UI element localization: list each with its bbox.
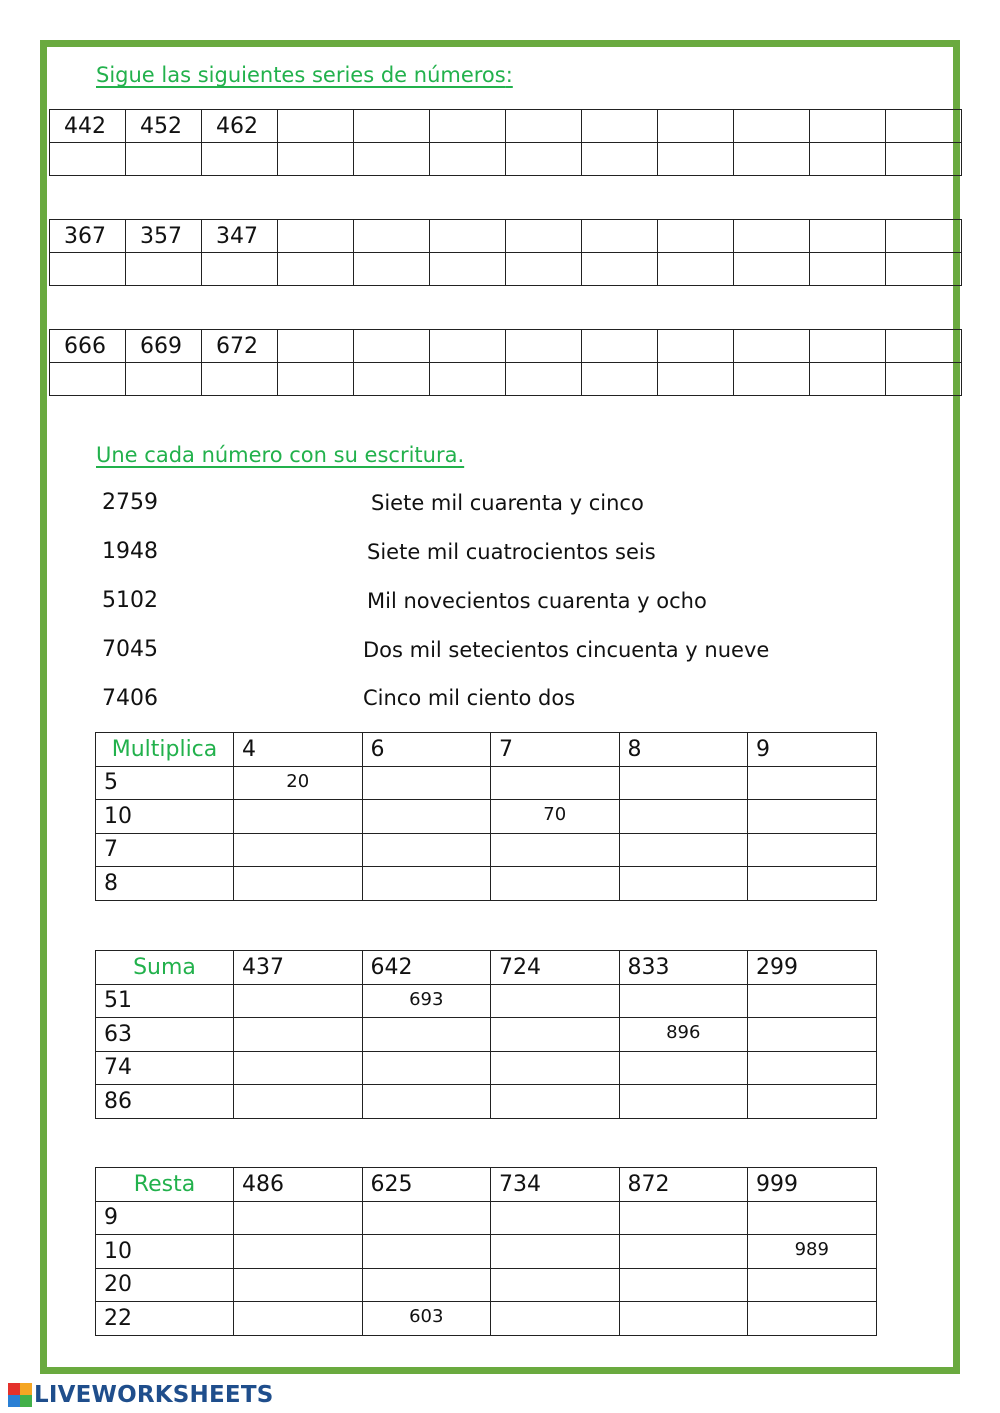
match-number[interactable]: 5102 xyxy=(102,588,158,613)
suma-label: Suma xyxy=(96,951,234,985)
answer-cell[interactable] xyxy=(491,1201,620,1235)
answer-cell[interactable] xyxy=(748,1201,877,1235)
answer-cell[interactable] xyxy=(491,1085,620,1119)
answer-cell[interactable]: 896 xyxy=(619,1018,748,1052)
match-words[interactable]: Siete mil cuatrocientos seis xyxy=(367,540,656,564)
answer-cell[interactable] xyxy=(491,867,620,901)
answer-cell[interactable] xyxy=(362,867,491,901)
row-header: 86 xyxy=(96,1085,234,1119)
answer-cell[interactable] xyxy=(619,1085,748,1119)
series-blank[interactable] xyxy=(582,220,658,253)
row-header: 51 xyxy=(96,984,234,1018)
answer-cell[interactable] xyxy=(234,1268,363,1302)
series-blank[interactable] xyxy=(886,143,962,176)
match-words[interactable]: Cinco mil ciento dos xyxy=(363,686,576,710)
table-row xyxy=(96,1268,877,1302)
series-value: 669 xyxy=(126,330,202,363)
series-row xyxy=(50,110,962,143)
series-blank[interactable] xyxy=(886,110,962,143)
table-row xyxy=(96,1085,877,1119)
match-words[interactable]: Dos mil setecientos cincuenta y nueve xyxy=(363,638,770,662)
series-blank[interactable] xyxy=(658,363,734,396)
series-blank[interactable] xyxy=(734,110,810,143)
series-blank[interactable] xyxy=(886,330,962,363)
series-blank[interactable] xyxy=(430,330,506,363)
series-blank[interactable] xyxy=(658,220,734,253)
series-blank[interactable] xyxy=(430,220,506,253)
answer-cell[interactable] xyxy=(491,833,620,867)
answer-cell[interactable] xyxy=(491,1268,620,1302)
series-blank[interactable] xyxy=(734,143,810,176)
column-header: 833 xyxy=(619,951,748,985)
series-row xyxy=(50,143,962,176)
answer-cell[interactable] xyxy=(234,984,363,1018)
series-blank[interactable] xyxy=(810,330,886,363)
answer-cell[interactable]: 989 xyxy=(748,1235,877,1269)
answer-cell[interactable] xyxy=(362,1085,491,1119)
answer-cell[interactable] xyxy=(491,1302,620,1336)
series-blank[interactable] xyxy=(202,253,278,286)
logo-square-2 xyxy=(20,1383,32,1395)
table-header-row xyxy=(96,733,877,767)
table-row xyxy=(96,867,877,901)
series-blank[interactable] xyxy=(734,330,810,363)
column-header: 7 xyxy=(491,733,620,767)
logo-square-4 xyxy=(20,1395,32,1407)
match-number[interactable]: 7045 xyxy=(102,637,158,662)
series-blank[interactable] xyxy=(278,253,354,286)
suma-table xyxy=(95,950,877,1119)
series-blank[interactable] xyxy=(278,110,354,143)
row-header: 22 xyxy=(96,1302,234,1336)
answer-cell[interactable] xyxy=(619,1051,748,1085)
answer-cell[interactable] xyxy=(362,1201,491,1235)
resta-table xyxy=(95,1167,877,1336)
series-blank[interactable] xyxy=(126,143,202,176)
answer-cell[interactable] xyxy=(234,867,363,901)
series-row xyxy=(50,253,962,286)
series-blank[interactable] xyxy=(810,143,886,176)
brand-name: LIVEWORKSHEETS xyxy=(34,1382,274,1408)
match-number[interactable]: 1948 xyxy=(102,539,158,564)
series-value: 452 xyxy=(126,110,202,143)
answer-cell[interactable] xyxy=(619,1302,748,1336)
series-blank[interactable] xyxy=(658,330,734,363)
series-row xyxy=(50,363,962,396)
answer-cell[interactable] xyxy=(619,867,748,901)
column-header: 9 xyxy=(748,733,877,767)
series-blank[interactable] xyxy=(658,143,734,176)
series-blank[interactable] xyxy=(886,363,962,396)
series-blank[interactable] xyxy=(354,110,430,143)
series-blank[interactable] xyxy=(50,363,126,396)
series-blank[interactable] xyxy=(506,330,582,363)
answer-cell[interactable] xyxy=(619,833,748,867)
table-row xyxy=(96,833,877,867)
column-header: 486 xyxy=(234,1168,363,1202)
answer-cell[interactable] xyxy=(362,1235,491,1269)
answer-cell[interactable] xyxy=(619,1235,748,1269)
answer-cell[interactable] xyxy=(748,1051,877,1085)
table-row xyxy=(96,1018,877,1052)
series-blank[interactable] xyxy=(50,253,126,286)
answer-cell[interactable] xyxy=(234,1085,363,1119)
row-header: 74 xyxy=(96,1051,234,1085)
match-number[interactable]: 7406 xyxy=(102,686,158,711)
answer-cell[interactable]: 20 xyxy=(234,766,363,800)
series-value: 347 xyxy=(202,220,278,253)
series-blank[interactable] xyxy=(886,220,962,253)
column-header: 4 xyxy=(234,733,363,767)
row-header: 8 xyxy=(96,867,234,901)
row-header: 5 xyxy=(96,766,234,800)
series-blank[interactable] xyxy=(506,363,582,396)
answer-cell[interactable] xyxy=(748,1302,877,1336)
answer-cell[interactable] xyxy=(748,766,877,800)
series-blank[interactable] xyxy=(810,220,886,253)
table-header-row xyxy=(96,1168,877,1202)
column-header: 437 xyxy=(234,951,363,985)
series-value: 666 xyxy=(50,330,126,363)
answer-cell[interactable] xyxy=(748,800,877,834)
series-blank[interactable] xyxy=(430,143,506,176)
series-heading-text: Sigue las siguientes series de números xyxy=(96,63,506,87)
series-blank[interactable] xyxy=(506,110,582,143)
table-row xyxy=(96,1302,877,1336)
answer-cell[interactable] xyxy=(748,984,877,1018)
series-value: 462 xyxy=(202,110,278,143)
series-blank[interactable] xyxy=(202,363,278,396)
series-blank[interactable] xyxy=(582,253,658,286)
answer-cell[interactable] xyxy=(362,766,491,800)
table-row xyxy=(96,984,877,1018)
series-blank[interactable] xyxy=(582,143,658,176)
row-header: 10 xyxy=(96,1235,234,1269)
answer-cell[interactable] xyxy=(234,800,363,834)
answer-cell[interactable] xyxy=(619,1201,748,1235)
logo-grid-icon xyxy=(8,1383,32,1407)
column-header: 642 xyxy=(362,951,491,985)
multiplica-table xyxy=(95,732,877,901)
series-value: 672 xyxy=(202,330,278,363)
table-row xyxy=(96,800,877,834)
series-blank[interactable] xyxy=(734,363,810,396)
series-blank[interactable] xyxy=(278,220,354,253)
resta-label: Resta xyxy=(96,1168,234,1202)
table-row xyxy=(96,766,877,800)
answer-cell[interactable] xyxy=(362,800,491,834)
series-blank[interactable] xyxy=(810,253,886,286)
column-header: 625 xyxy=(362,1168,491,1202)
liveworksheets-logo xyxy=(8,1382,273,1408)
column-header: 299 xyxy=(748,951,877,985)
answer-cell[interactable] xyxy=(491,984,620,1018)
column-header: 724 xyxy=(491,951,620,985)
series-value: 367 xyxy=(50,220,126,253)
logo-square-1 xyxy=(8,1383,20,1395)
series-table-3 xyxy=(49,329,962,396)
answer-cell[interactable] xyxy=(491,1051,620,1085)
logo-square-3 xyxy=(8,1395,20,1407)
series-blank[interactable] xyxy=(430,363,506,396)
series-blank[interactable] xyxy=(430,110,506,143)
series-table-2 xyxy=(49,219,962,286)
answer-cell[interactable] xyxy=(362,1268,491,1302)
series-blank[interactable] xyxy=(734,220,810,253)
multiplica-label: Multiplica xyxy=(96,733,234,767)
answer-cell[interactable] xyxy=(234,833,363,867)
answer-cell[interactable] xyxy=(234,1201,363,1235)
answer-cell[interactable] xyxy=(748,1018,877,1052)
series-blank[interactable] xyxy=(658,110,734,143)
match-words[interactable]: Mil novecientos cuarenta y ocho xyxy=(367,589,707,613)
series-value: 442 xyxy=(50,110,126,143)
match-words[interactable]: Siete mil cuarenta y cinco xyxy=(371,491,644,515)
answer-cell[interactable] xyxy=(748,1085,877,1119)
series-blank[interactable] xyxy=(506,220,582,253)
table-row xyxy=(96,1051,877,1085)
series-blank[interactable] xyxy=(734,253,810,286)
series-heading xyxy=(96,63,513,87)
series-blank[interactable] xyxy=(354,220,430,253)
answer-cell[interactable] xyxy=(362,833,491,867)
row-header: 20 xyxy=(96,1268,234,1302)
answer-cell[interactable] xyxy=(234,1018,363,1052)
series-blank[interactable] xyxy=(582,110,658,143)
series-blank[interactable] xyxy=(50,143,126,176)
series-blank[interactable] xyxy=(582,363,658,396)
row-header: 9 xyxy=(96,1201,234,1235)
series-blank[interactable] xyxy=(886,253,962,286)
matching-heading xyxy=(96,443,464,467)
answer-cell[interactable] xyxy=(748,1268,877,1302)
series-blank[interactable] xyxy=(430,253,506,286)
series-heading-colon: : xyxy=(505,63,513,87)
answer-cell[interactable] xyxy=(491,1235,620,1269)
series-table-1 xyxy=(49,109,962,176)
answer-cell[interactable] xyxy=(491,1018,620,1052)
row-header: 10 xyxy=(96,800,234,834)
series-row xyxy=(50,330,962,363)
series-value: 357 xyxy=(126,220,202,253)
match-number[interactable]: 2759 xyxy=(102,490,158,515)
series-blank[interactable] xyxy=(810,363,886,396)
answer-cell[interactable] xyxy=(234,1235,363,1269)
answer-cell[interactable] xyxy=(748,833,877,867)
column-header: 872 xyxy=(619,1168,748,1202)
series-row xyxy=(50,220,962,253)
series-blank[interactable] xyxy=(582,330,658,363)
series-blank[interactable] xyxy=(810,110,886,143)
series-blank[interactable] xyxy=(278,330,354,363)
series-blank[interactable] xyxy=(202,143,278,176)
column-header: 8 xyxy=(619,733,748,767)
table-header-row xyxy=(96,951,877,985)
answer-cell[interactable] xyxy=(491,766,620,800)
answer-cell[interactable] xyxy=(234,1051,363,1085)
column-header: 999 xyxy=(748,1168,877,1202)
answer-cell[interactable] xyxy=(619,800,748,834)
series-blank[interactable] xyxy=(506,253,582,286)
matching-heading-dot: . xyxy=(457,443,465,467)
table-row xyxy=(96,1201,877,1235)
answer-cell[interactable] xyxy=(619,766,748,800)
answer-cell[interactable]: 693 xyxy=(362,984,491,1018)
series-blank[interactable] xyxy=(658,253,734,286)
answer-cell[interactable]: 603 xyxy=(362,1302,491,1336)
answer-cell[interactable] xyxy=(619,1268,748,1302)
series-blank[interactable] xyxy=(278,143,354,176)
answer-cell[interactable] xyxy=(362,1018,491,1052)
matching-heading-text: Une cada número con su escritura xyxy=(96,443,458,467)
row-header: 7 xyxy=(96,833,234,867)
column-header: 734 xyxy=(491,1168,620,1202)
answer-cell[interactable] xyxy=(234,1302,363,1336)
series-blank[interactable] xyxy=(278,363,354,396)
series-blank[interactable] xyxy=(354,363,430,396)
answer-cell[interactable] xyxy=(748,867,877,901)
table-row xyxy=(96,1235,877,1269)
series-blank[interactable] xyxy=(126,253,202,286)
series-blank[interactable] xyxy=(354,253,430,286)
series-blank[interactable] xyxy=(354,143,430,176)
answer-cell[interactable] xyxy=(619,984,748,1018)
row-header: 63 xyxy=(96,1018,234,1052)
series-blank[interactable] xyxy=(126,363,202,396)
answer-cell[interactable] xyxy=(362,1051,491,1085)
series-blank[interactable] xyxy=(354,330,430,363)
column-header: 6 xyxy=(362,733,491,767)
series-blank[interactable] xyxy=(506,143,582,176)
answer-cell[interactable]: 70 xyxy=(491,800,620,834)
